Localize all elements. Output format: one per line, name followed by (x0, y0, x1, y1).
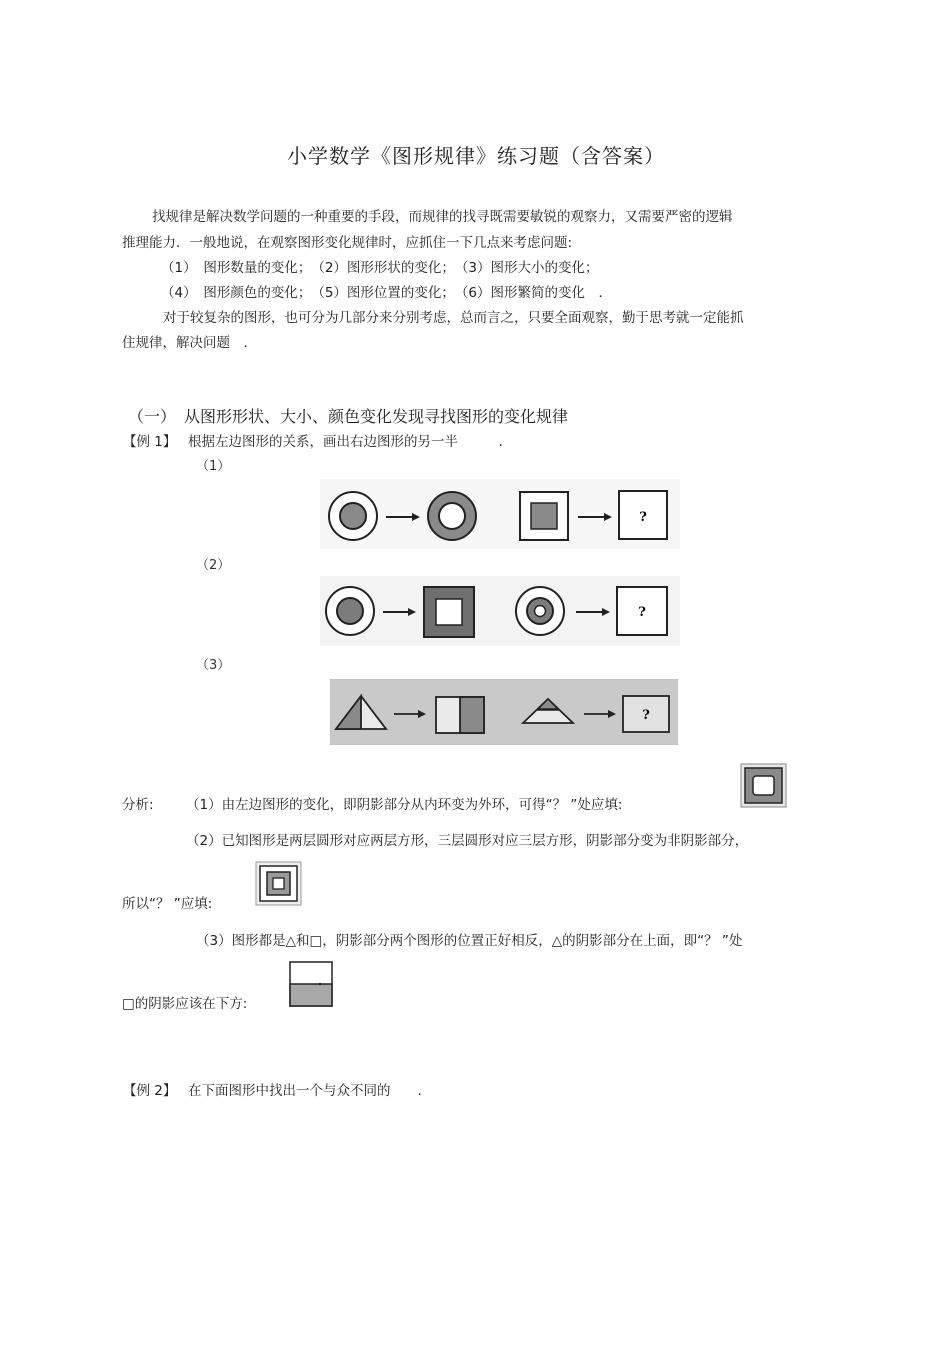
example-2-text: 在下面图形中找出一个与众不同的 . (188, 1083, 422, 1099)
answer-3-square-bottom-shaded (288, 960, 335, 1008)
analysis-3b: □的阴影应该在下方: (122, 996, 248, 1012)
sub-label-2: （2） (196, 558, 231, 573)
triple-circle-icon (516, 587, 564, 635)
answer-1-square-outer-shaded (740, 763, 787, 808)
sub-label-3: （3） (196, 658, 231, 673)
intro-line-2: 推理能力．一般地说，在观察图形变化规律时，应抓住一下几点来考虑问题: (122, 235, 573, 251)
answer-2-triple-square (255, 861, 302, 906)
analysis-label: 分析: (122, 797, 154, 813)
figure-3 (330, 679, 678, 745)
section-heading: （一） 从图形形状、大小、颜色变化发现寻找图形的变化规律 (128, 407, 569, 426)
question-mark: ? (642, 708, 650, 723)
square-right-shaded-icon (436, 697, 484, 733)
example-2-label: 【例 2】 (123, 1083, 177, 1099)
double-circle-inner-shaded-icon (329, 492, 377, 540)
analysis-3: （3）图形都是△和□，阴影部分两个图形的位置正好相反，△的阴影部分在上面，即“？ ”处 (196, 933, 743, 949)
example-1-label: 【例 1】 (123, 434, 177, 450)
square-inner-shaded-icon (520, 492, 568, 540)
double-circle-inner-shaded-icon (326, 587, 374, 635)
sub-label-1: （1） (196, 459, 231, 474)
question-mark: ? (639, 510, 647, 525)
square-outer-shaded-icon (424, 587, 474, 637)
figure-1 (320, 479, 680, 549)
intro-line-4: 住规律，解决问题 ． (122, 335, 257, 351)
intro-line-3: 对于较复杂的图形，也可分为几部分来分别考虑，总而言之，只要全面观察，勤于思考就一定能抓 (163, 310, 744, 326)
example-1-text: 根据左边图形的关系，画出右边图形的另一半 . (188, 434, 503, 450)
analysis-1: （1）由左边图形的变化，即阴影部分从内环变为外环，可得“？ ”处应填: (186, 797, 623, 813)
intro-line-1: 找规律是解决数学问题的一种重要的手段，而规律的找寻既需要敏锐的观察力，又需要严密的逻辑 (152, 209, 733, 225)
ring-outer-shaded-icon (428, 492, 476, 540)
question-mark: ? (638, 605, 646, 620)
figure-2 (320, 576, 680, 646)
intro-item-2: （4） 图形颜色的变化； （5）图形位置的变化； （6）图形繁简的变化 ． (161, 285, 613, 301)
analysis-2b: 所以“？ ”应填: (122, 896, 213, 912)
page-title: 小学数学《图形规律》练习题（含答案） (287, 144, 665, 168)
intro-item-1: （1） 图形数量的变化； （2）图形形状的变化； （3）图形大小的变化； (161, 260, 599, 276)
analysis-2: （2）已知图形是两层圆形对应两层方形，三层圆形对应三层方形，阴影部分变为非阴影部分， (186, 833, 749, 849)
